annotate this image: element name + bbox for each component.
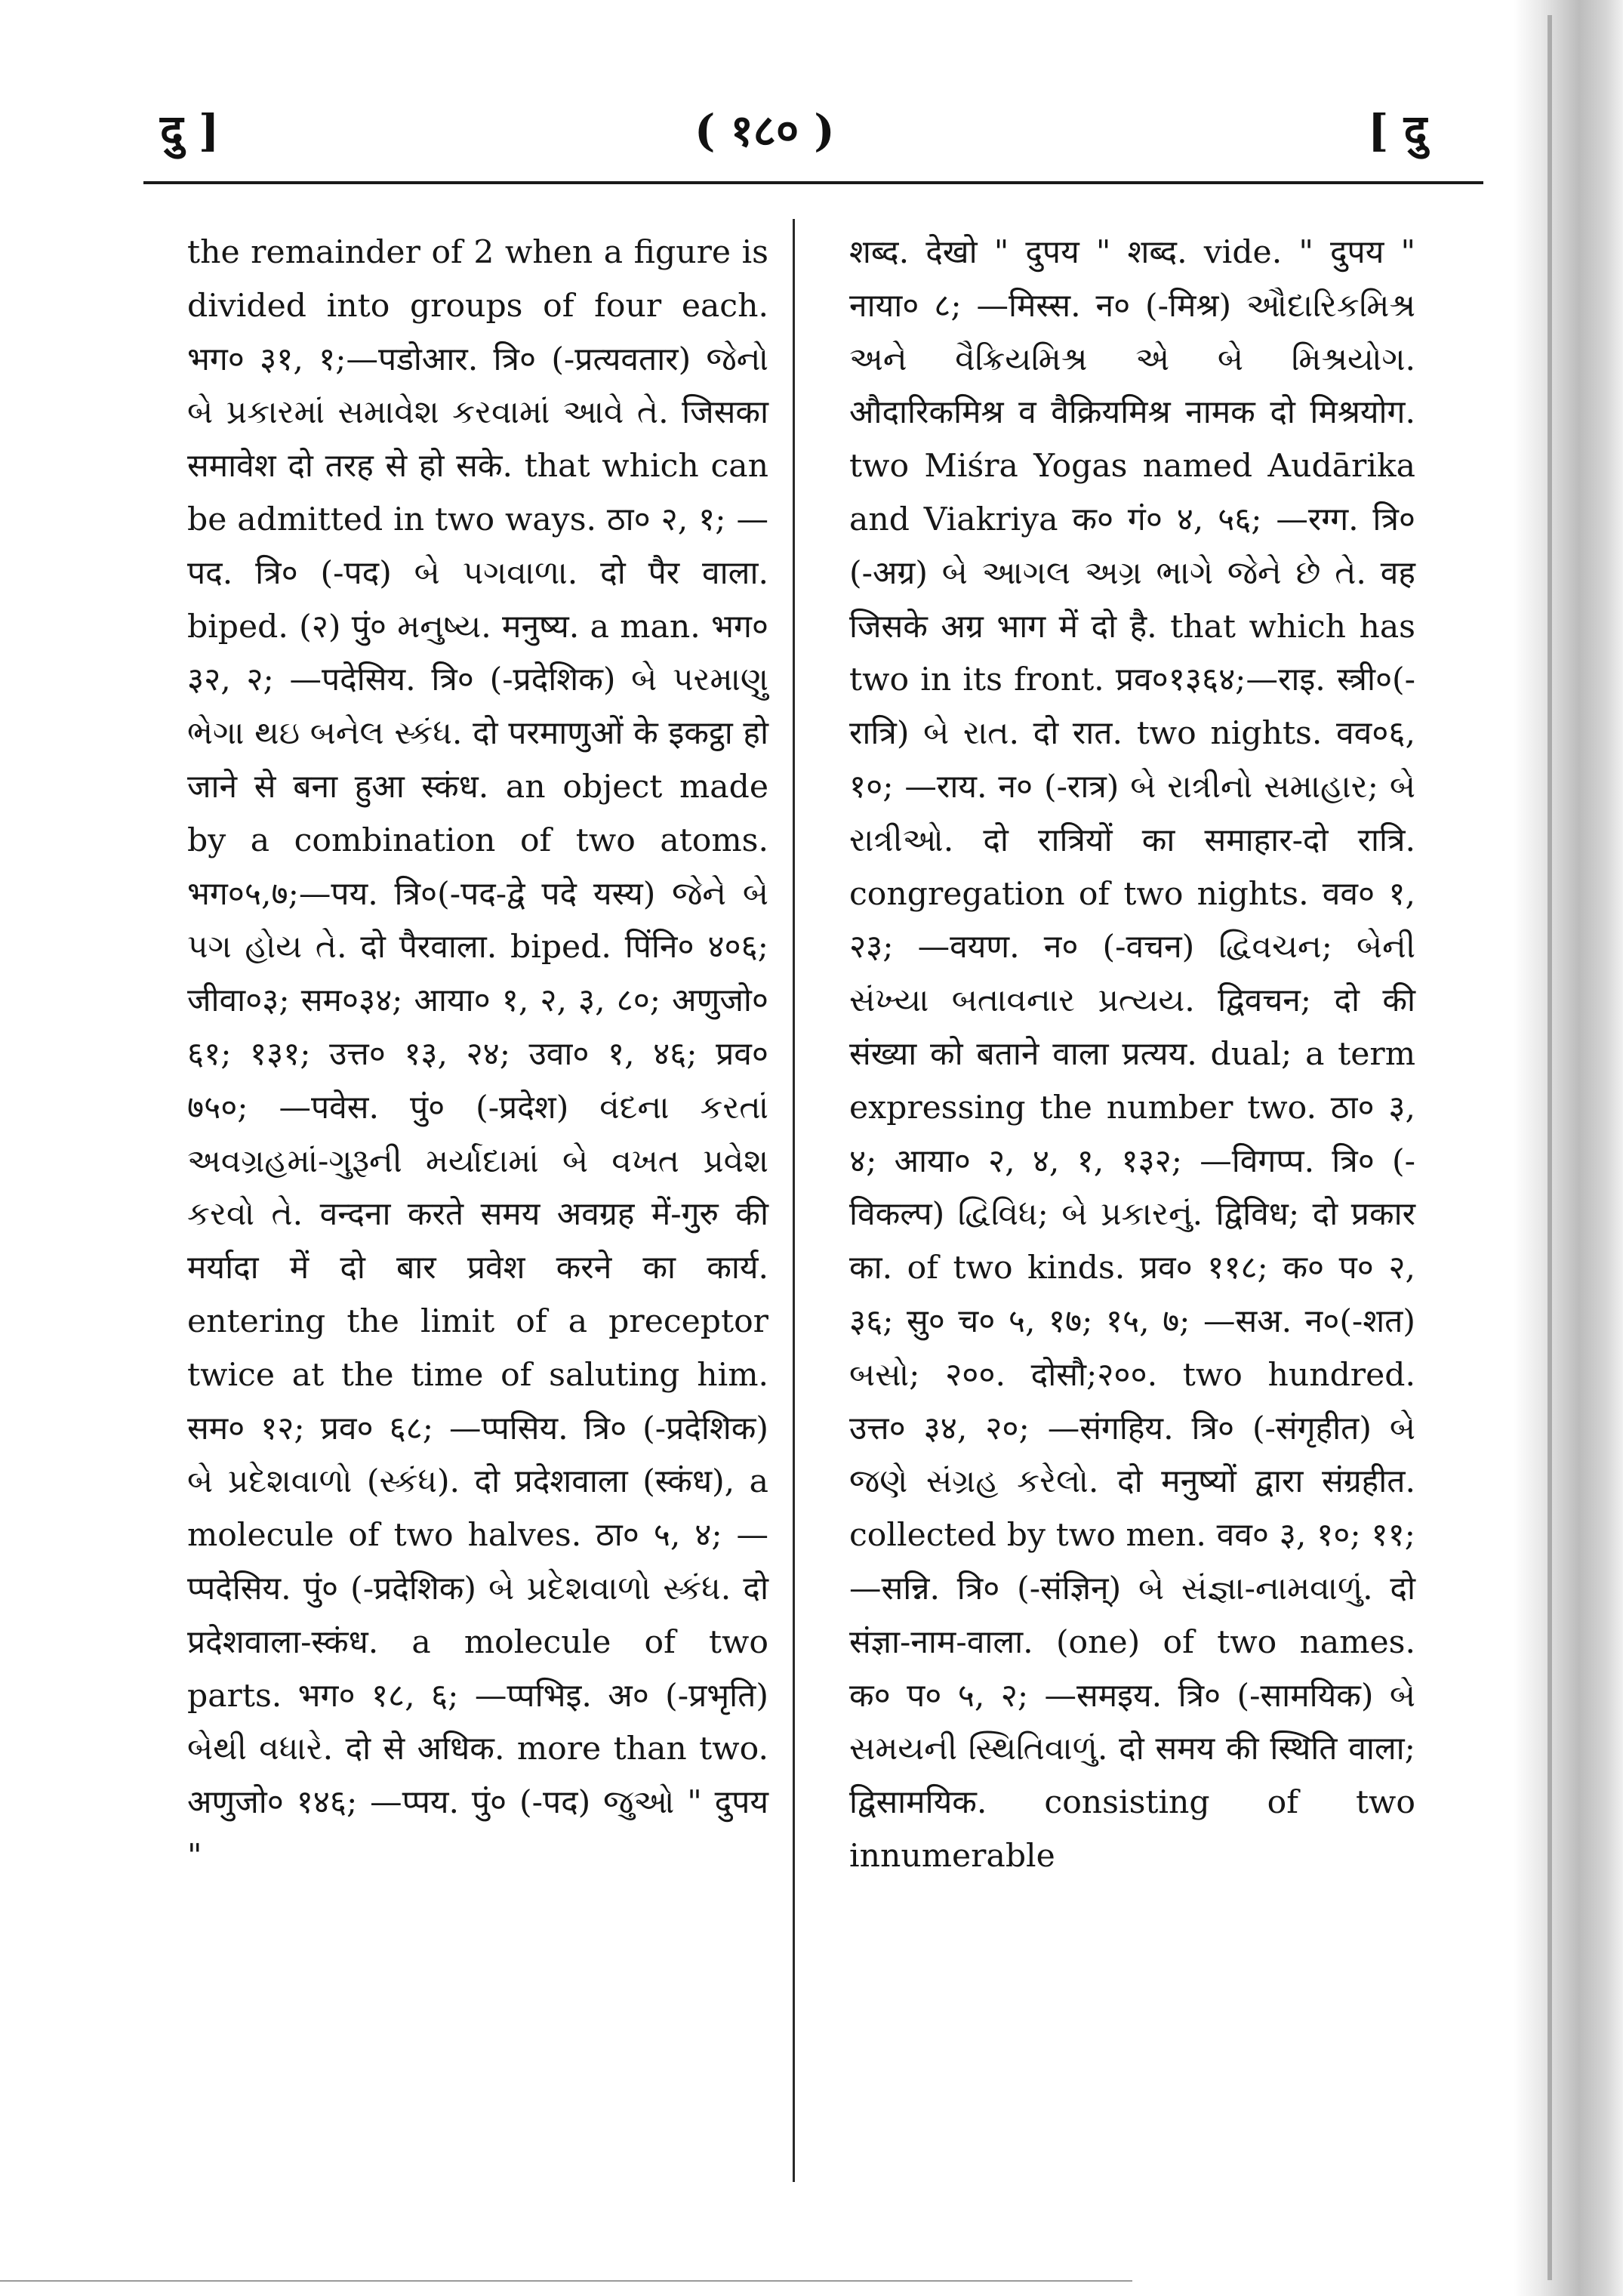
page-number: ( १८० ) (694, 105, 835, 156)
right-column-text: शब्द. देखो " दुपय " शब्द. vide. " दुपय " नाया० ८; —मिस्स. न० (-मिश्र) ઔદારિકમિશ્ર અને વૈક્રિયમિશ્ર એ બે મિશ્રયોગ. औदारिकमिश्र व वैक्रियमिश्र नामक दो मिश्रयोग. two Miśra Yogas named Audārika and Viakriya क० गं० ४, ५६; —रग्ग. त्रि० (-अग्र) બે આગલ અગ્ર ભાગે જેને છે તે. वह जिसके अग्र भाग में दो है. that which has two in its front. प्रव०१३६४;—राइ. स्त्री०(-रात्रि) બે રાત. दो रात. two nights. वव०६, १०; —राय. न० (-रात्र) બે રાત્રીનો સમાહાર; બે રાત્રીઓ. दो रात्रियों का समाहार-दो रात्रि. congregation of two nights. वव० १, २३; —वयण. न० (-वचन) દ્વિવચન; બેની સંખ્યા બતાવનાર પ્રત્યય. द्विवचन; दो की संख्या को बताने वाला प्रत्यय. dual; a term expressing the number two. ठा० ३, ४; आया० २, ४, १, १३२; —विगप्प. त्रि० (-विकल्प) દ્વિવિધ; બે પ્રકારનું. द्विविध; दो प्रकार का. of two kinds. प्रव० ११८; क० प० २, ३६; सु० च० ५, १७; १५, ७; —सअ. न०(-शत) બસો; २००. दोसौ;२००. two hundred. उत्त० ३४, २०; —संगहिय. त्रि० (-संगृहीत) બે જણે સંગ્રહ કરેલો. दो मनुष्यों द्वारा संग्रहीत. collected by two men. वव० ३, १०; ११; —सन्नि. त्रि० (-संज्ञिन्) બે સંજ્ઞા-નામવાળું. दो संज्ञा-नाम-वाला. (one) of two names. क० प० ५, २; —समइय. त्रि० (-सामयिक) બે સમયની સ્થિતિવાળું. दो समय की स्थिति वाला; द्विसामयिक. consisting of two innumerable (849, 234, 1415, 1875)
footer-rule (0, 2280, 1132, 2282)
column-divider (793, 219, 795, 2182)
scan-binding-line (1548, 15, 1552, 2280)
left-column-text: the remainder of 2 when a figure is divided into groups of four each. भग० ३१, १;—पडोआर. त्रि० (-प्रत्यवतार) જેનો બે પ્રકારમાં સમાવેશ કરવામાં આવે તે. जिसका समावेश दो तरह से हो सके. that which can be admitted in two ways. ठा० २, १; —पद. त्रि० (-पद) બે પગવાળા. दो पैर वाला. biped. (२) पुं० મનુષ્ય. मनुष्य. a man. भग० ३२, २; —पदेसिय. त्रि० (-प्रदेशिक) બે પરમાણુ ભેગા થઇ બનેલ સ્કંધ. दो परमाणुओं के इकट्ठा हो जाने से बना हुआ स्कंध. an object made by a combination of two atoms. भग०५,७;—पय. त्रि०(-पद-द्वे पदे यस्य) જેને બે પગ હોય તે. दो पैरवाला. biped. पिंनि० ४०६; जीवा०३; सम०३४; आया० १, २, ३, ८०; अणुजो० ६१; १३१; उत्त० १३, २४; उवा० १, ४६; प्रव० ७५०; —पवेस. पुं० (-प्रदेश) વંદના કરતાં અવગ્રહમાં-ગુરૂની મર્યાદામાં બે વખત પ્રવેશ કરવો તે. वन्दना करते समय अवग्रह में-गुरु की मर्यादा में दो बार प्रवेश करने का कार्य. entering the limit of a preceptor twice at the time of saluting him. सम० १२; प्रव० ६८; —प्पसिय. त्रि० (-प्रदेशिक) બે પ્રદેશવાળો (સ્કંધ). दो प्रदेशवाला (स्कंध), a molecule of two halves. ठा० ५, ४; —प्पदेसिय. पुं० (-प्रदेशिक) બે પ્રદેશવાળો સ્કંધ. दो प्रदेशवाला-स्कंध. a molecule of two parts. भग० १८, ६; —प्पभिइ. अ० (-प्रभृति) બેથી વધારે. दो से अधिक. more than two. अणुजो० १४६; —प्पय. पुं० (-पद) જુઓ " दुपय " (187, 234, 768, 1875)
scan-shadow-edge (1514, 0, 1623, 2296)
running-head-right: [ दु (1368, 105, 1427, 156)
header-rule (143, 181, 1483, 184)
running-head-left: दु ] (160, 105, 220, 156)
